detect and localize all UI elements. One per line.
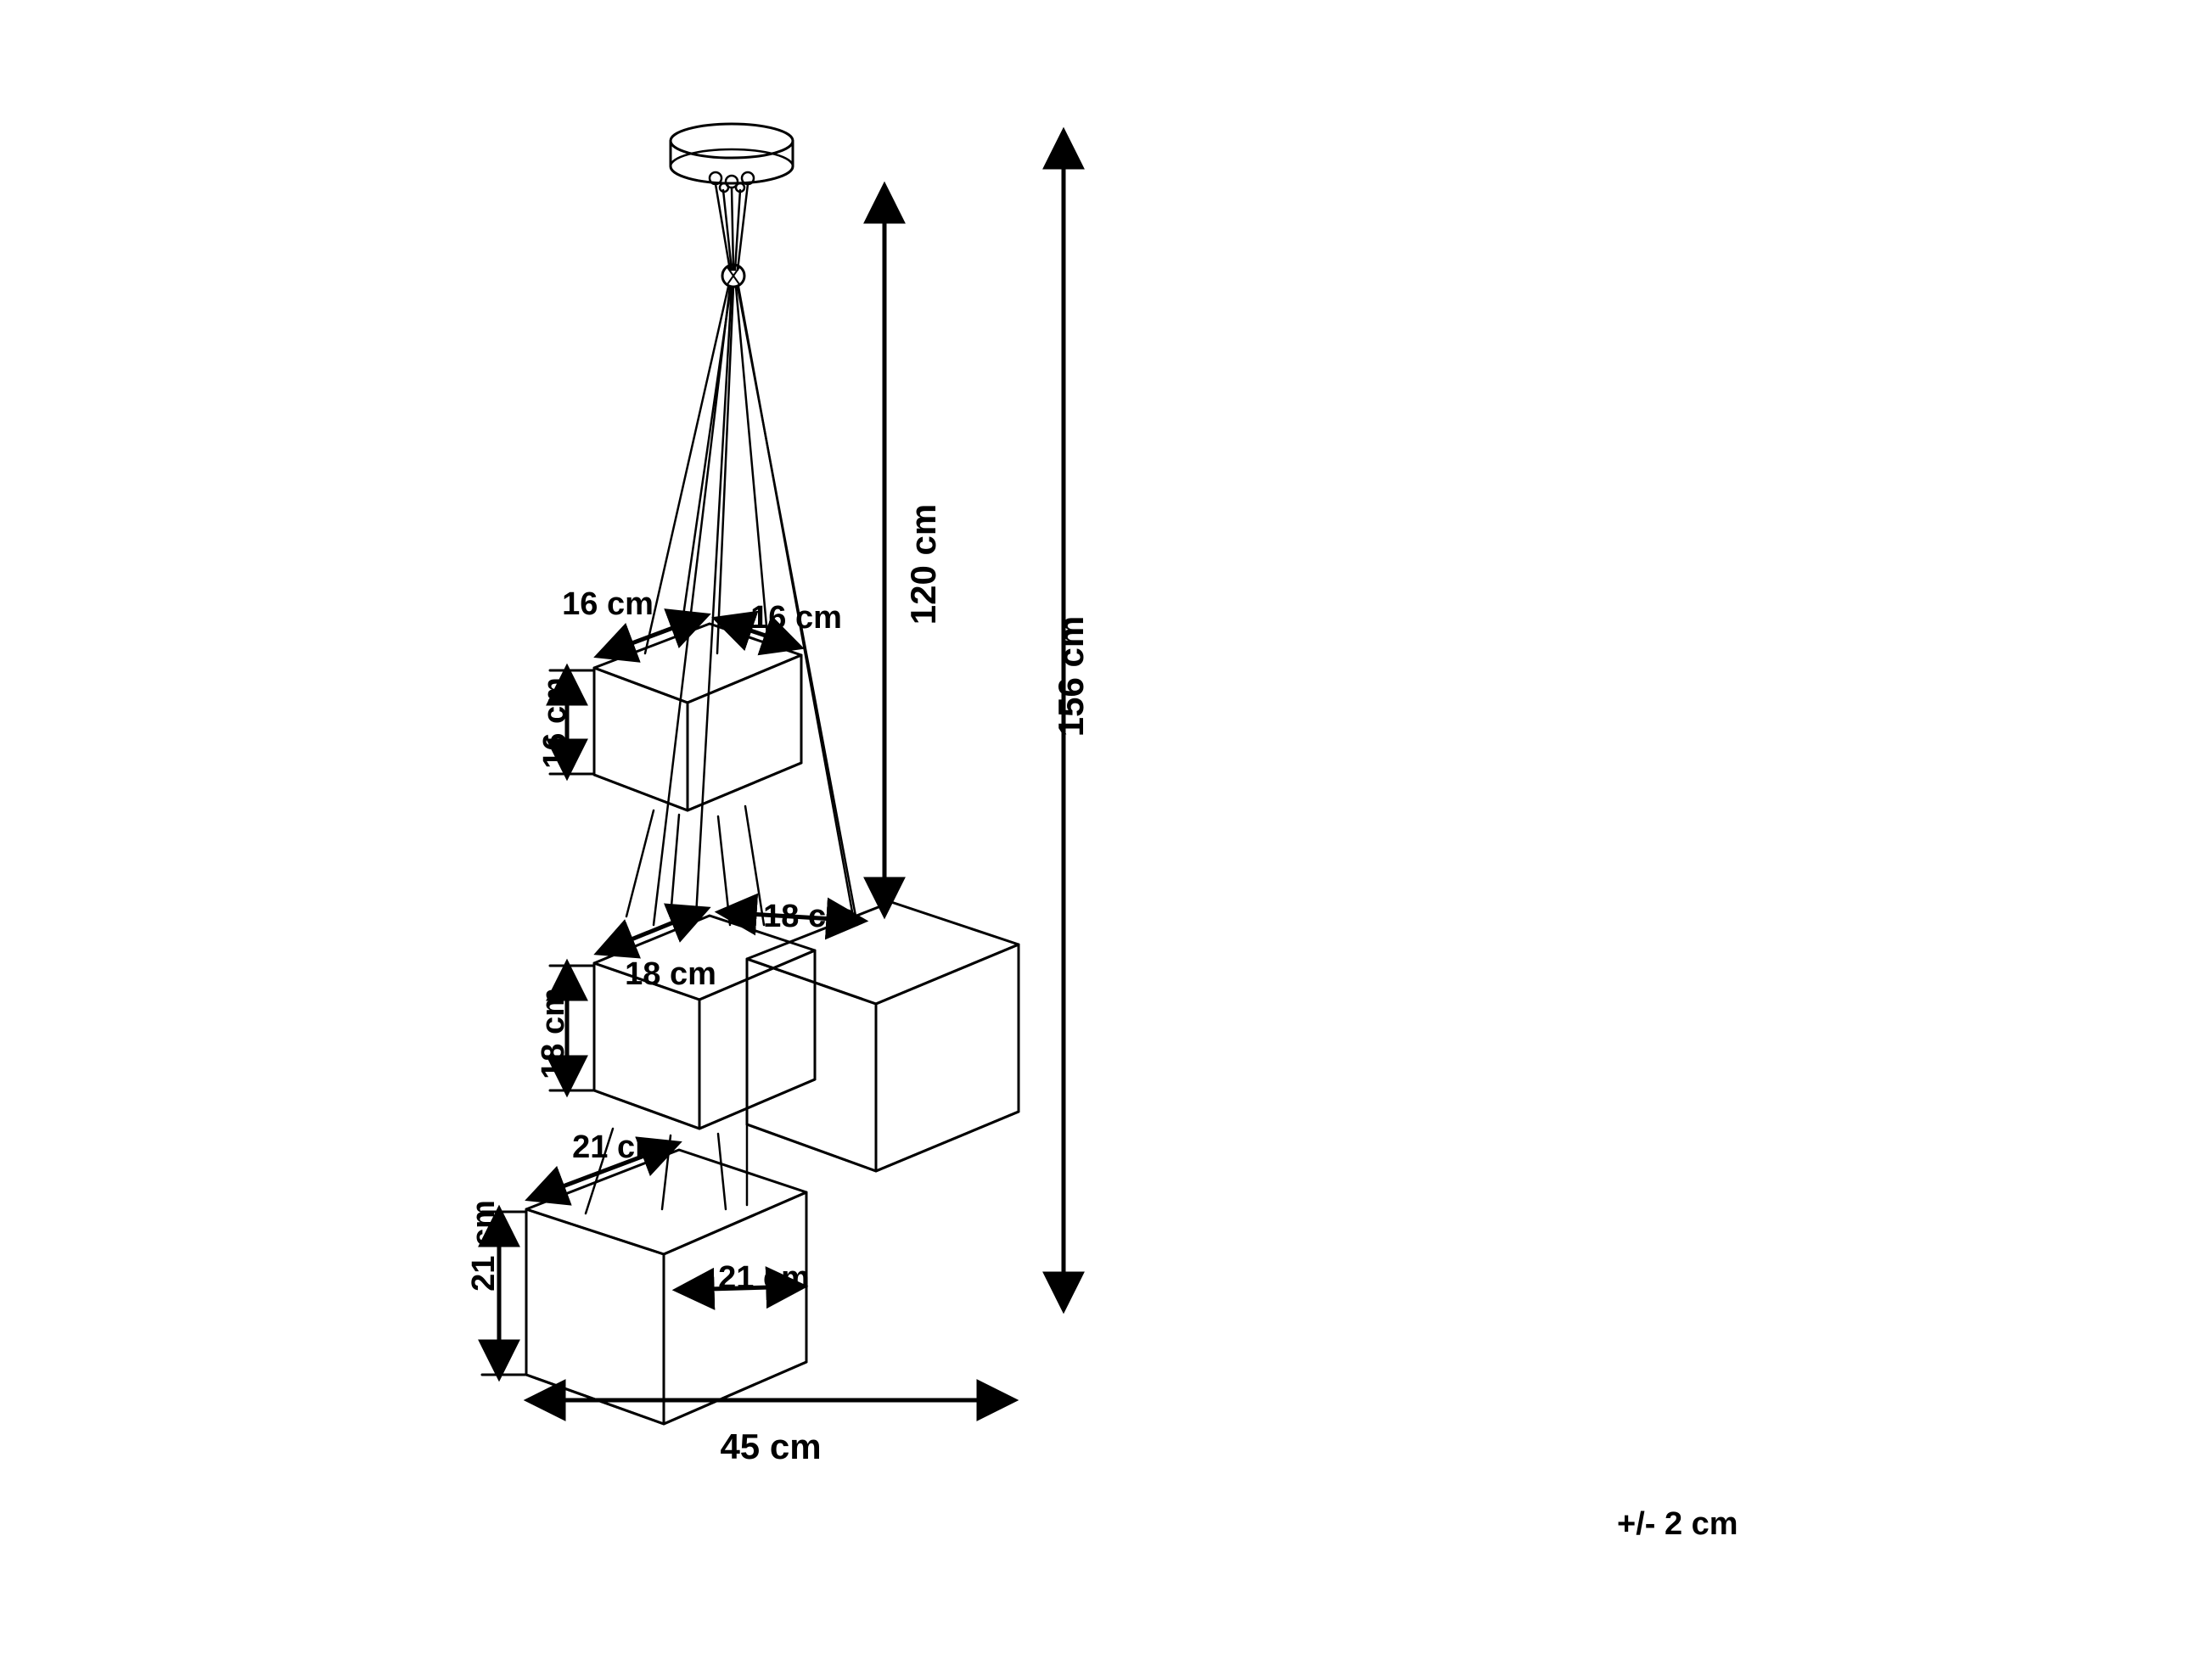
dim-label-overall-width: 45 cm bbox=[720, 1426, 822, 1466]
dim-label-large-height: 21 cm bbox=[466, 1200, 502, 1292]
dim-label-medium-depth: 18 cm bbox=[763, 899, 855, 934]
ceiling-canopy bbox=[671, 124, 793, 183]
shade-large-right bbox=[747, 899, 1019, 1171]
tolerance-note: +/- 2 cm bbox=[1617, 1506, 1738, 1542]
dim-label-large-width: 21 cm bbox=[572, 1129, 664, 1165]
dim-label-small-depth: 16 cm bbox=[750, 600, 842, 636]
dim-label-drop-height: 120 cm bbox=[903, 503, 943, 625]
dim-medium-width bbox=[600, 910, 705, 952]
shade-medium bbox=[594, 916, 815, 1129]
shade-small bbox=[594, 624, 801, 810]
upper-cable-bundle bbox=[716, 184, 748, 270]
dim-label-medium-width: 18 cm bbox=[625, 956, 716, 992]
dim-label-small-height: 16 cm bbox=[537, 677, 573, 769]
cables-small-to-middle bbox=[626, 806, 764, 925]
dim-label-large-depth: 21 cm bbox=[718, 1260, 810, 1296]
dim-label-small-width: 16 cm bbox=[562, 586, 654, 622]
dim-label-total-height: 156 cm bbox=[1051, 615, 1091, 737]
dim-label-medium-height: 18 cm bbox=[536, 988, 571, 1079]
